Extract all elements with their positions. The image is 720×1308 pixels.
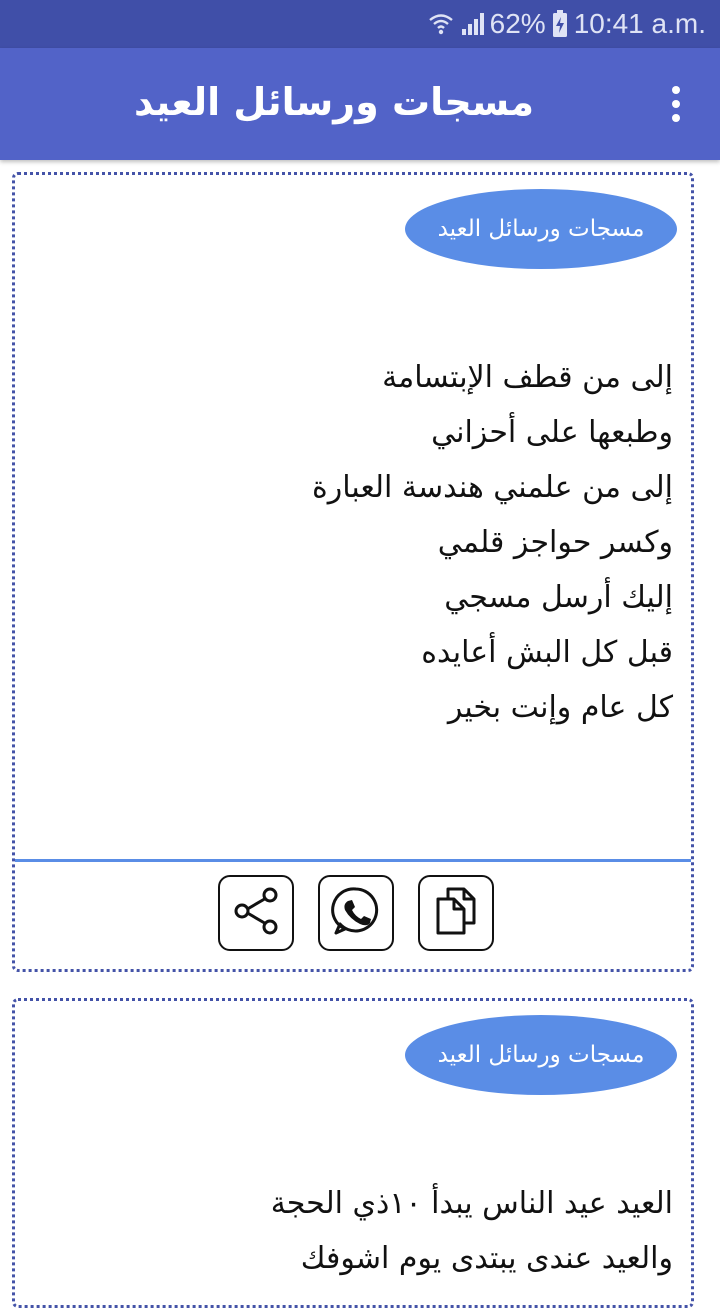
- status-bar: [0, 0, 720, 48]
- wifi-icon: [428, 11, 454, 37]
- share-icon: [228, 883, 284, 943]
- whatsapp-button[interactable]: [318, 875, 394, 951]
- app-bar: [0, 48, 720, 160]
- message-line: كل عام وإنت بخير: [447, 690, 673, 725]
- category-badge: مسجات ورسائل العيد: [405, 189, 677, 269]
- category-badge: مسجات ورسائل العيد: [405, 1015, 677, 1095]
- whatsapp-icon: [326, 881, 386, 945]
- message-line: إلى من قطف الإبتسامة: [382, 360, 673, 395]
- message-card: [12, 998, 694, 1308]
- share-button[interactable]: [218, 875, 294, 951]
- app-title: مسجات ورسائل العيد: [133, 80, 534, 124]
- battery-charging-icon: [552, 10, 568, 38]
- message-line: وكسر حواجز قلمي: [437, 525, 673, 560]
- card-actions: [15, 875, 691, 955]
- message-text: [312, 350, 673, 735]
- message-text: [271, 1176, 673, 1286]
- message-line: إليك أرسل مسجي: [444, 580, 673, 615]
- copy-icon: [428, 883, 484, 943]
- message-line: العيد عيد الناس يبدأ ١٠ذي الحجة: [270, 1186, 673, 1221]
- message-line: قبل كل البش أعايده: [421, 635, 673, 670]
- signal-icon: [460, 11, 486, 37]
- message-card: [12, 172, 694, 972]
- message-line: والعيد عندى يبتدى يوم اشوفك: [300, 1241, 673, 1276]
- clock: 10:41 a.m.: [573, 8, 706, 39]
- message-line: إلى من علمني هندسة العبارة: [312, 470, 673, 505]
- more-vert-icon[interactable]: [656, 76, 696, 132]
- card-divider: [15, 859, 691, 862]
- battery-percent: 62%: [489, 8, 546, 39]
- message-line: وطبعها على أحزاني: [431, 415, 673, 450]
- copy-button[interactable]: [418, 875, 494, 951]
